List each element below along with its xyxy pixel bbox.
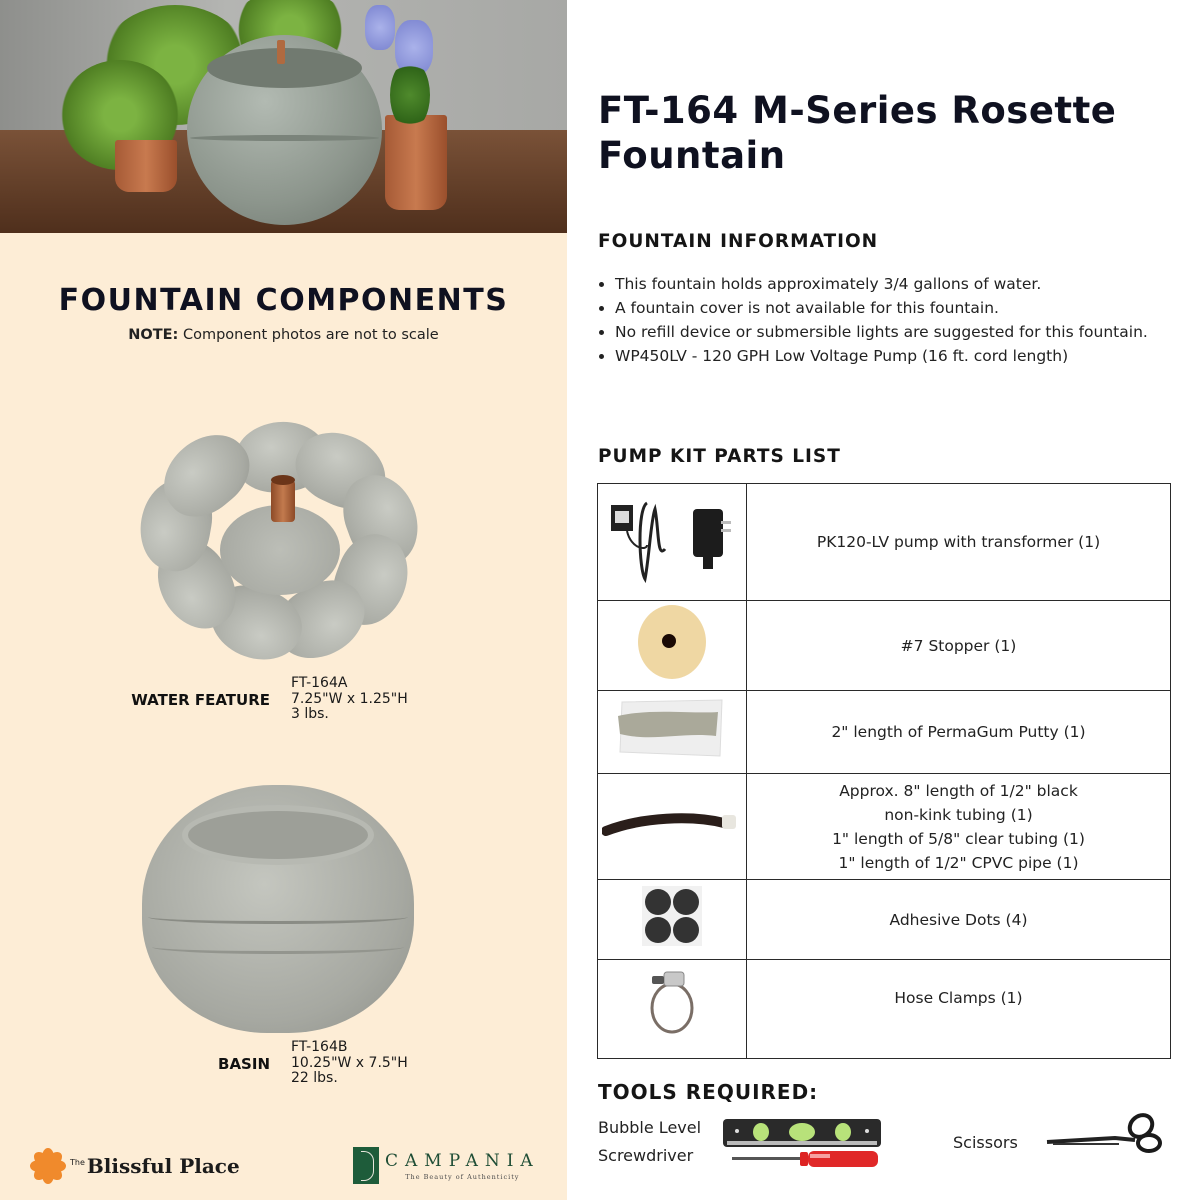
water-feature-code: FT-164A: [291, 675, 348, 691]
page-title: FT-164 M-Series Rosette Fountain: [598, 89, 1117, 177]
part-description: 2" length of PermaGum Putty (1): [747, 691, 1171, 774]
part-description: Hose Clamps (1): [747, 960, 1171, 1059]
stopper-icon: [598, 601, 747, 691]
fountain-info-list: [598, 272, 1158, 368]
pump-transformer-icon: [598, 484, 747, 601]
hero-product-photo: [0, 0, 567, 233]
info-bullet: This fountain holds approximately 3/4 gallons of water.: [598, 272, 1158, 296]
screwdriver-icon: [730, 1148, 880, 1170]
hose-clamp-icon: [598, 960, 747, 1059]
water-feature-label: WATER FEATURE: [131, 691, 270, 709]
basin-label: BASIN: [218, 1055, 270, 1073]
water-feature-weight: 3 lbs.: [291, 706, 329, 722]
water-feature-photo: [125, 420, 435, 675]
note-label: NOTE:: [128, 327, 179, 343]
components-panel: [0, 0, 567, 1200]
part-description: PK120-LV pump with transformer (1): [747, 484, 1171, 601]
tool-label-bubble-level: Bubble Level: [598, 1118, 702, 1137]
campania-urn-icon: [353, 1147, 379, 1184]
tool-label-scissors: Scissors: [953, 1133, 1018, 1152]
table-row: [598, 484, 1171, 601]
scissors-icon: [1045, 1110, 1165, 1155]
table-row: [598, 691, 1171, 774]
basin-photo: [142, 785, 414, 1033]
basin-specs: [291, 1040, 408, 1087]
bubble-level-icon: [723, 1117, 883, 1149]
adhesive-dots-icon: [598, 880, 747, 960]
part-description: Approx. 8" length of 1/2" black non-kink tubing (1) 1" length of 5/8" clear tubing (1) 1" length of 1/2" CPVC pipe (1): [747, 774, 1171, 880]
pump-kit-heading: PUMP KIT PARTS LIST: [598, 446, 841, 467]
part-description: #7 Stopper (1): [747, 601, 1171, 691]
table-row: [598, 774, 1171, 880]
table-row: [598, 880, 1171, 960]
note-text: Component photos are not to scale: [182, 327, 439, 343]
table-row: [598, 601, 1171, 691]
campania-name: CAMPANIA: [385, 1150, 540, 1171]
blissful-name: Blissful Place: [86, 1154, 240, 1178]
tool-label-screwdriver: Screwdriver: [598, 1146, 694, 1165]
info-bullet: A fountain cover is not available for this fountain.: [598, 296, 1158, 320]
pump-kit-table: [597, 483, 1171, 1059]
fountain-info-heading: FOUNTAIN INFORMATION: [598, 231, 879, 252]
flower-logo-icon: [30, 1148, 66, 1184]
water-feature-specs: [291, 676, 408, 723]
tools-heading: TOOLS REQUIRED:: [598, 1080, 819, 1104]
info-bullet: No refill device or submersible lights are suggested for this fountain.: [598, 320, 1158, 344]
water-feature-dimensions: 7.25"W x 1.25"H: [291, 690, 408, 707]
campania-tagline: The Beauty of Authenticity: [405, 1172, 520, 1181]
campania-logo: [353, 1147, 540, 1184]
blissful-prefix: The: [70, 1158, 85, 1167]
blissful-place-logo: [30, 1148, 240, 1184]
components-note: [0, 327, 567, 343]
basin-dimensions: 10.25"W x 7.5"H: [291, 1054, 408, 1071]
part-description: Adhesive Dots (4): [747, 880, 1171, 960]
basin-weight: 22 lbs.: [291, 1070, 338, 1086]
tubing-icon: [598, 774, 747, 880]
table-row: [598, 960, 1171, 1059]
putty-icon: [598, 691, 747, 774]
basin-code: FT-164B: [291, 1039, 348, 1055]
info-bullet: WP450LV - 120 GPH Low Voltage Pump (16 ft. cord length): [598, 344, 1158, 368]
components-heading: FOUNTAIN COMPONENTS: [58, 283, 509, 318]
